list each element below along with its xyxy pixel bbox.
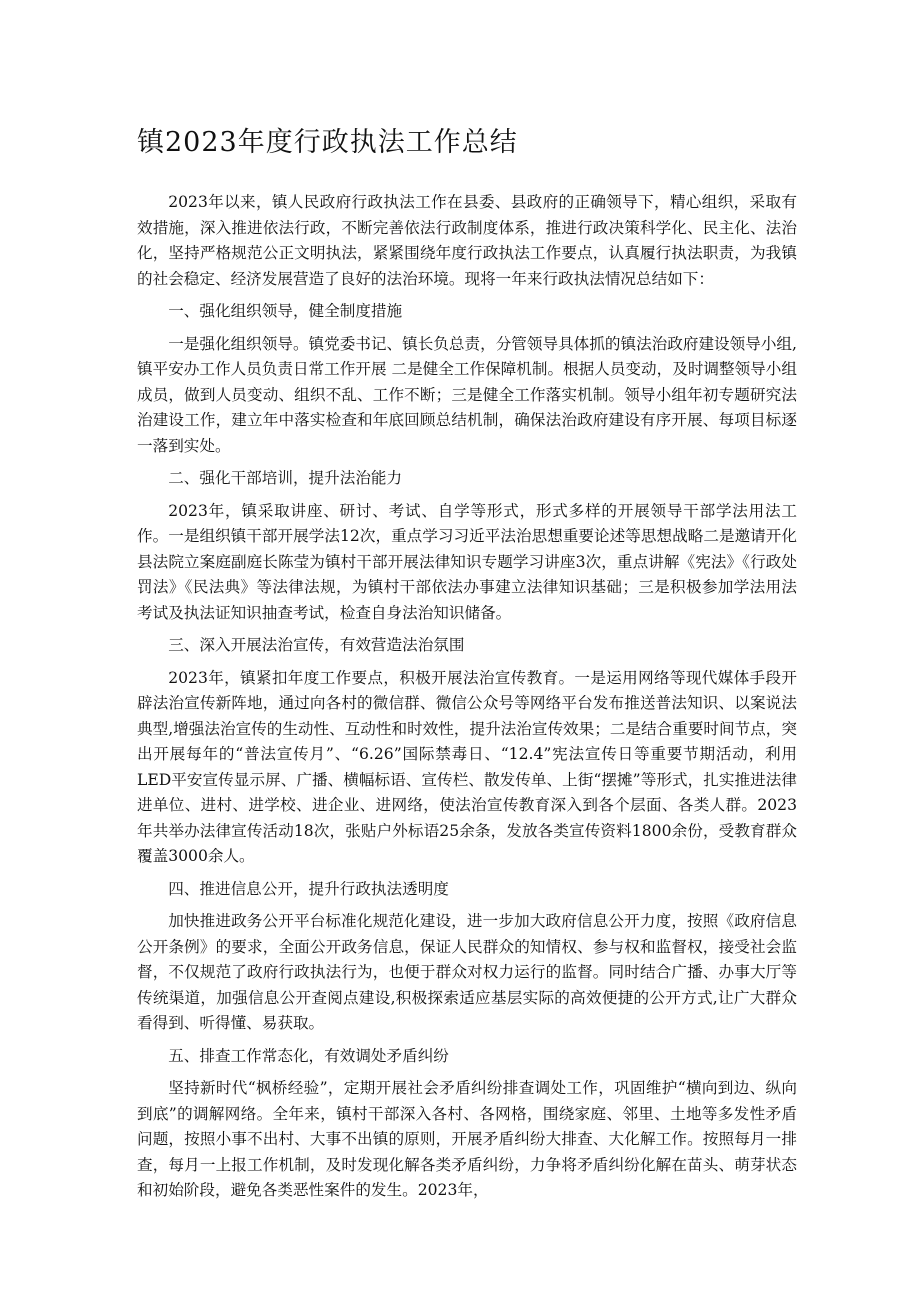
section-body-2: 2023年，镇采取讲座、研讨、考试、自学等形式，形式多样的开展领导干部学法用法工作。一是组织镇干部开展学法12次，重点学习习近平法治思想重要论述等思想战略二是邀请开化县法院立案庭副庭长陈莹为镇村干部开展法律知识专题学习讲座3次，重点讲解《宪法》《行政处罚法》《民法典》等法律法规，为镇村干部依法办事建立法律知识基础；三是积极参加学法用法考试及执法证知识抽查考试，检查自身法治知识储备。 (137, 501, 797, 622)
section-body-1: 一是强化组织领导。镇党委书记、镇长负总责，分管领导具体抓的镇法治政府建设领导小组,镇平安办工作人员负责日常工作开展 二是健全工作保障机制。根据人员变动，及时调整领导小组成员，做到人员变动、组织不乱、工作不断；三是健全工作落实机制。领导小组年初专题研究法治建设工作，建立年中落实检查和年底回顾总结机制，确保法治政府建设有序开展、每项目标逐一落到实处。 (137, 334, 797, 455)
section-heading-2: 二、强化干部培训，提升法治能力 (168, 469, 403, 487)
section-heading-5: 五、排查工作常态化，有效调处矛盾纠纷 (168, 1046, 449, 1065)
section-heading-4: 四、推进信息公开，提升行政执法透明度 (168, 879, 449, 898)
section-body-5: 坚持新时代“枫桥经验”，定期开展社会矛盾纠纷排查调处工作，巩固维护“横向到边、纵向到底”的调解网络。全年来，镇村干部深入各村、各网格，围绕家庭、邻里、土地等多发性矛盾问题，按照小事不出村、大事不出镇的原则，开展矛盾纠纷大排查、大化解工作。按照每月一排查，每月一上报工作机制，及时发现化解各类矛盾纠纷，力争将矛盾纠纷化解在苗头、萌芽状态和初始阶段，避免各类恶性案件的发生。2023年， (137, 1079, 797, 1199)
section-heading-1: 一、强化组织领导，健全制度措施 (168, 302, 403, 320)
section-heading-3: 三、深入开展法治宣传，有效营造法治氛围 (168, 636, 465, 654)
section-body-3: 2023年，镇紧扣年度工作要点，积极开展法治宣传教育。一是运用网络等现代媒体手段开辟法治宣传新阵地，通过向各村的微信群、微信公众号等网络平台发布推送普法知识、以案说法典型,增强法治宣传的生动性、互动性和时效性，提升法治宣传效果；二是结合重要时间节点，突出开展每年的“普法宣传月”、“6.26”国际禁毒日、“12.4”宪法宣传日等重要节期活动，利用LED平安宣传显示屏、广播、横幅标语、宣传栏、散发传单、上街“摆摊”等形式，扎实推进法律进单位、进村、进学校、进企业、进网络，使法治宣传教育深入到各个层面、各类人群。2023年共举办法律宣传活动18次，张贴户外标语25余条，发放各类宣传资料1800余份，受教育群众覆盖3000余人。 (137, 668, 797, 865)
document-title: 镇2023年度行政执法工作总结 (137, 127, 518, 158)
section-body-4: 加快推进政务公开平台标准化规范化建设，进一步加大政府信息公开力度，按照《政府信息公开条例》的要求，全面公开政务信息，保证人民群众的知情权、参与权和监督权，接受社会监督，不仅规范了政府行政执法行为，也便于群众对权力运行的监督。同时结合广播、办事大厅等传统渠道，加强信息公开查阅点建设,积极探索适应基层实际的高效便捷的公开方式,让广大群众看得到、听得懂、易获取。 (137, 912, 797, 1032)
document-page (137, 118, 797, 1211)
intro-paragraph: 2023年以来，镇人民政府行政执法工作在县委、县政府的正确领导下，精心组织，采取有效措施，深入推进依法行政，不断完善依法行政制度体系，推进行政决策科学化、民主化、法治化，坚持严格规范公正文明执法，紧紧围绕年度行政执法工作要点，认真履行执法职责，为我镇的社会稳定、经济发展营造了良好的法治环境。现将一年来行政执法情况总结如下： (137, 193, 797, 288)
